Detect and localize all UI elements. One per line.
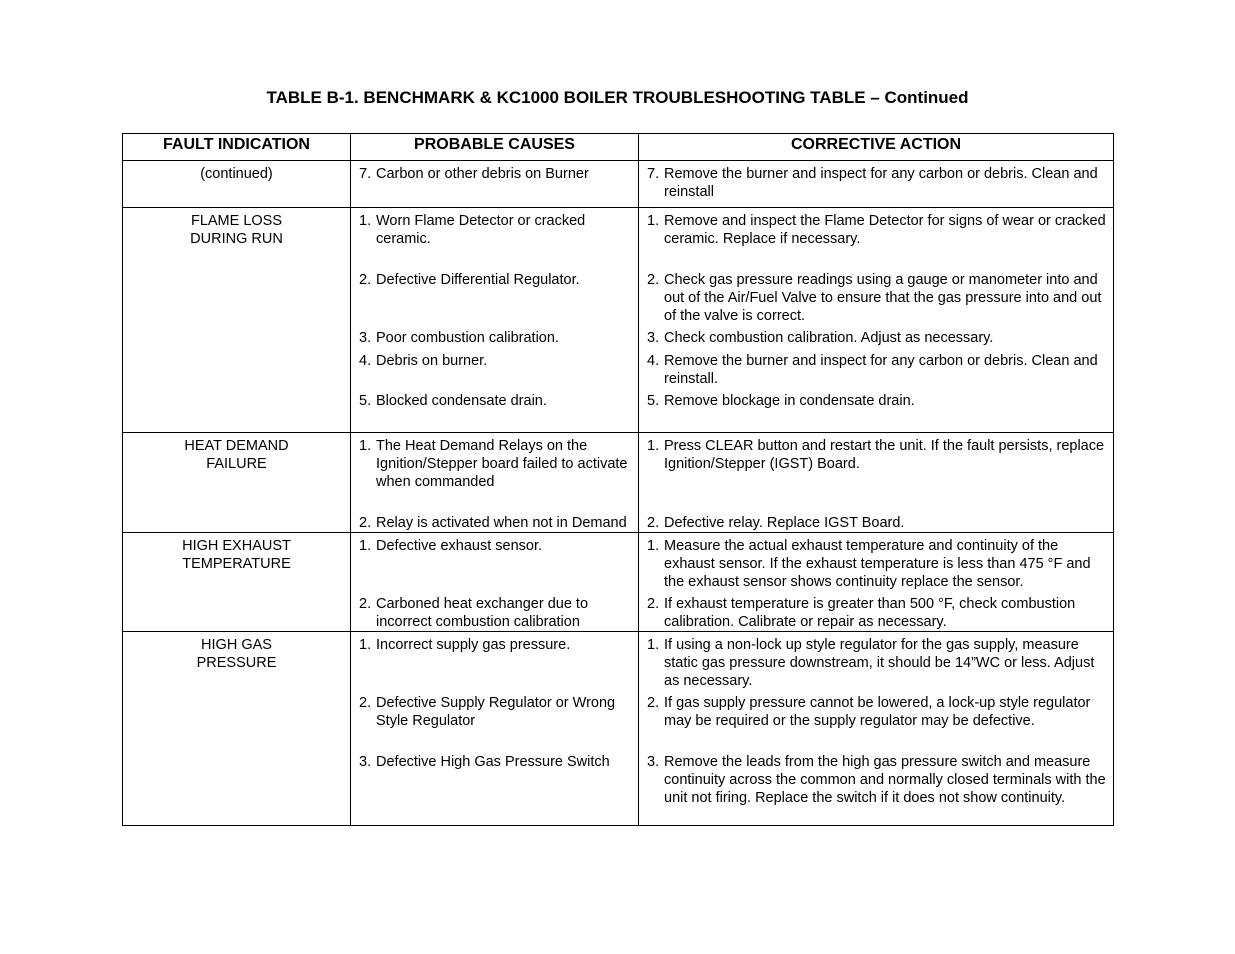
actions-cell — [639, 208, 1114, 433]
cause-text: Relay is activated when not in Demand — [376, 515, 627, 531]
fault-label: HIGH GAS — [201, 637, 272, 653]
cause-text: Poor combustion calibration. — [376, 330, 559, 346]
action-number: 3. — [647, 754, 660, 770]
cause-item — [359, 212, 632, 271]
fault-label: FLAME LOSS — [190, 213, 283, 229]
actions-cell — [639, 433, 1114, 533]
action-number: 4. — [647, 353, 660, 369]
cause-number: 2. — [359, 695, 372, 711]
action-item — [647, 595, 1107, 631]
cause-text: Carboned heat exchanger due to incorrect combustion calibration — [376, 596, 589, 630]
causes-cell — [351, 632, 639, 826]
cause-item — [359, 636, 632, 694]
action-text: Remove blockage in condensate drain. — [664, 393, 915, 409]
cause-item — [359, 165, 632, 183]
troubleshooting-table — [122, 133, 1114, 826]
cause-text: Defective Differential Regulator. — [376, 272, 580, 288]
cause-number: 5. — [359, 393, 372, 409]
header-fault-indication: FAULT INDICATION — [123, 134, 351, 161]
cause-item — [359, 437, 632, 514]
table-row — [123, 533, 1114, 632]
action-number: 1. — [647, 637, 660, 653]
cause-number: 1. — [359, 538, 372, 554]
cause-item — [359, 694, 632, 753]
fault-cell — [123, 161, 351, 208]
action-item — [647, 392, 1107, 410]
fault-label: HEAT DEMAND — [184, 438, 289, 454]
fault-label: FAILURE — [206, 456, 267, 472]
cause-item — [359, 329, 632, 352]
action-item — [647, 437, 1107, 514]
fault-cell — [123, 632, 351, 826]
action-text: Press CLEAR button and restart the unit. If the fault persists, replace Ignition/Stepper (IGST) Board. — [664, 438, 1105, 472]
cause-item — [359, 392, 632, 410]
cause-number: 2. — [359, 272, 372, 288]
action-number: 2. — [647, 695, 660, 711]
fault-label: TEMPERATURE — [182, 556, 291, 572]
action-item — [647, 514, 1107, 532]
table-row — [123, 632, 1114, 826]
cause-text: The Heat Demand Relays on the Ignition/Stepper board failed to activate when commanded — [376, 438, 628, 490]
cause-number: 1. — [359, 438, 372, 454]
table-header-row — [123, 134, 1114, 161]
cause-text: Defective exhaust sensor. — [376, 538, 543, 554]
action-number: 7. — [647, 166, 660, 182]
cause-item — [359, 271, 632, 329]
action-item — [647, 694, 1107, 753]
cause-text: Defective Supply Regulator or Wrong Style Regulator — [376, 695, 616, 729]
action-number: 1. — [647, 438, 660, 454]
action-item — [647, 165, 1107, 201]
action-text: Remove the burner and inspect for any carbon or debris. Clean and reinstall. — [664, 353, 1098, 387]
cause-text: Debris on burner. — [376, 353, 488, 369]
action-text: Remove the burner and inspect for any carbon or debris. Clean and reinstall — [664, 166, 1098, 200]
action-number: 2. — [647, 515, 660, 531]
action-text: Defective relay. Replace IGST Board. — [664, 515, 905, 531]
action-number: 5. — [647, 393, 660, 409]
action-number: 3. — [647, 330, 660, 346]
action-item — [647, 352, 1107, 392]
action-text: Remove the leads from the high gas pressure switch and measure continuity across the common and normally closed terminals with the unit not firing. Replace the switch if it does not show continuity. — [664, 754, 1106, 806]
causes-cell — [351, 533, 639, 632]
action-item — [647, 212, 1107, 271]
actions-cell — [639, 161, 1114, 208]
cause-text: Incorrect supply gas pressure. — [376, 637, 571, 653]
cause-item — [359, 352, 632, 392]
action-text: If using a non-lock up style regulator for the gas supply, measure static gas pressure downstream, it should be 14”WC or less. Adjust as necessary. — [664, 637, 1095, 689]
cause-item — [359, 514, 632, 532]
action-number: 2. — [647, 596, 660, 612]
fault-label: (continued) — [200, 166, 273, 182]
cause-number: 3. — [359, 330, 372, 346]
action-text: Check combustion calibration. Adjust as necessary. — [664, 330, 994, 346]
action-number: 2. — [647, 272, 660, 288]
action-item — [647, 753, 1107, 807]
table-row — [123, 161, 1114, 208]
cause-number: 2. — [359, 515, 372, 531]
cause-number: 1. — [359, 213, 372, 229]
action-item — [647, 271, 1107, 329]
action-number: 1. — [647, 213, 660, 229]
cause-item — [359, 595, 632, 631]
fault-label: PRESSURE — [196, 655, 277, 671]
fault-cell — [123, 533, 351, 632]
cause-text: Worn Flame Detector or cracked ceramic. — [376, 213, 586, 247]
action-item — [647, 537, 1107, 595]
header-probable-causes: PROBABLE CAUSES — [351, 134, 639, 161]
cause-number: 2. — [359, 596, 372, 612]
fault-cell — [123, 208, 351, 433]
action-text: Check gas pressure readings using a gauge or manometer into and out of the Air/Fuel Valve to ensure that the gas pressure into and out of the valve is correct. — [664, 272, 1102, 324]
cause-item — [359, 537, 632, 595]
header-corrective-action: CORRECTIVE ACTION — [639, 134, 1114, 161]
action-item — [647, 329, 1107, 352]
fault-label: DURING RUN — [190, 231, 283, 247]
action-text: If gas supply pressure cannot be lowered, a lock-up style regulator may be required or the supply regulator may be defective. — [664, 695, 1091, 729]
table-row — [123, 208, 1114, 433]
cause-number: 4. — [359, 353, 372, 369]
fault-cell — [123, 433, 351, 533]
cause-number: 7. — [359, 166, 372, 182]
action-item — [647, 636, 1107, 694]
page-title: TABLE B-1. BENCHMARK & KC1000 BOILER TROUBLESHOOTING TABLE – Continued — [266, 88, 969, 107]
table-row — [123, 433, 1114, 533]
action-text: Measure the actual exhaust temperature and continuity of the exhaust sensor. If the exhaust temperature is less than 475 °F and the exhaust sensor shows continuity replace the sensor. — [664, 538, 1091, 590]
action-text: Remove and inspect the Flame Detector for signs of wear or cracked ceramic. Replace if necessary. — [664, 213, 1106, 247]
cause-text: Blocked condensate drain. — [376, 393, 547, 409]
actions-cell — [639, 533, 1114, 632]
causes-cell — [351, 433, 639, 533]
fault-label: HIGH EXHAUST — [182, 538, 291, 554]
cause-item — [359, 753, 632, 771]
causes-cell — [351, 208, 639, 433]
action-number: 1. — [647, 538, 660, 554]
cause-text: Carbon or other debris on Burner — [376, 166, 589, 182]
cause-text: Defective High Gas Pressure Switch — [376, 754, 610, 770]
cause-number: 3. — [359, 754, 372, 770]
actions-cell — [639, 632, 1114, 826]
causes-cell — [351, 161, 639, 208]
cause-number: 1. — [359, 637, 372, 653]
action-text: If exhaust temperature is greater than 500 °F, check combustion calibration. Calibrate or repair as necessary. — [664, 596, 1076, 630]
